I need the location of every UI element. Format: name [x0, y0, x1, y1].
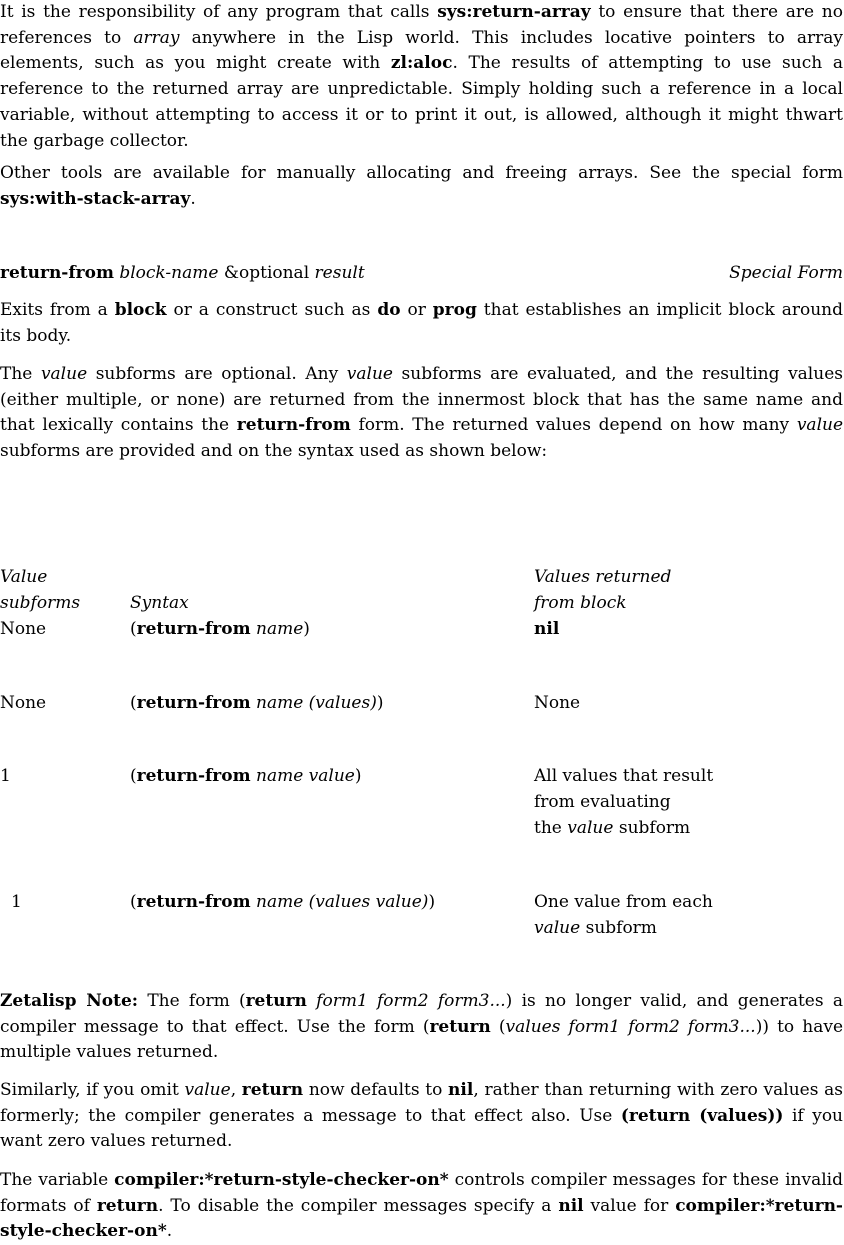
table-header-values-returned: Values returned — [534, 567, 672, 587]
table-header-value-subforms: Value — [0, 567, 48, 587]
paragraph-exits-from-block: Exits from a block or a construct such as do or prog that establishes an implicit block around its body. — [0, 300, 843, 346]
paragraph-similarly: Similarly, if you omit value, return now defaults to nil, rather than returning with zero values as formerly; the compiler generates a message to that effect also. Use (return (values)) if you want zero values returned. — [0, 1080, 843, 1152]
table-cell-subform-count: None — [0, 619, 47, 639]
table-cell-subform-count: None — [0, 693, 47, 713]
table-cell-syntax: (return-from name (values value)) — [130, 892, 436, 912]
table-cell-syntax: (return-from name (values)) — [130, 693, 384, 713]
table-cell-result: None — [534, 693, 581, 713]
table-cell-subform-count: 1 — [0, 766, 11, 786]
table-header-value-subforms: subforms — [0, 593, 81, 613]
table-cell-result: from evaluating — [534, 792, 671, 812]
table-cell-result: nil — [534, 619, 560, 639]
paragraph-zetalisp-note: Zetalisp Note: The form (return form1 form2 form3...) is no longer valid, and generates a compiler message to that effect. Use the form (return (values form1 form2 form3...)) to have multiple values returned. — [0, 991, 843, 1063]
function-name: sys:return-array — [437, 2, 591, 22]
paragraph-value-subforms: The value subforms are optional. Any value subforms are evaluated, and the resulting values (either multiple, or none) are returned from the innermost block that has the same name and that lexically contains the return-from form. The returned values depend on how many value subforms are provided and on the syntax used as shown below: — [0, 364, 844, 462]
table-cell-syntax: (return-from name value) — [130, 766, 362, 786]
paragraph-return-style-checker: The variable compiler:*return-style-checker-on* controls compiler messages for these invalid formats of return. To disable the compiler messages specify a nil value for compiler:*return-style-checker-on*. — [0, 1170, 843, 1242]
table-cell-result: One value from each — [534, 892, 713, 912]
paragraph-other-tools: Other tools are available for manually allocating and freeing arrays. See the special form sys:with-stack-array. — [0, 163, 843, 209]
entry-heading — [0, 261, 843, 287]
table-cell-subform-count: 1 — [11, 892, 22, 912]
table-header-syntax: Syntax — [130, 593, 189, 613]
entry-arg: result — [314, 263, 365, 283]
special-form-name: sys:with-stack-array — [0, 188, 191, 209]
note-label: Zetalisp Note: — [0, 991, 139, 1011]
entry-lambda-keyword: &optional — [223, 263, 310, 283]
function-name: zl:aloc — [390, 53, 453, 74]
table-cell-result: the value subform — [534, 818, 691, 838]
entry-signature — [0, 261, 365, 287]
paragraph-return-array: It is the responsibility of any program that calls sys:return-array to ensure that there are no references to array anywhere in the Lisp world. This includes locative pointers to array elements, such as you might create with zl:aloc. The results of attempting to use such a reference to the returned array are unpredictable. Simply holding such a reference in a local variable, without attempting to access it or to print it out, is allowed, although it might thwart the garbage collector. — [0, 2, 843, 151]
table-cell-syntax: (return-from name) — [130, 619, 310, 639]
entry-name: return-from — [0, 263, 114, 283]
table-header-values-returned: from block — [534, 593, 627, 613]
entry-arg: block-name — [119, 263, 219, 283]
table-cell-result: All values that result — [534, 766, 714, 786]
table-cell-result: value subform — [534, 918, 657, 938]
entry-kind: Special Form — [729, 263, 843, 283]
